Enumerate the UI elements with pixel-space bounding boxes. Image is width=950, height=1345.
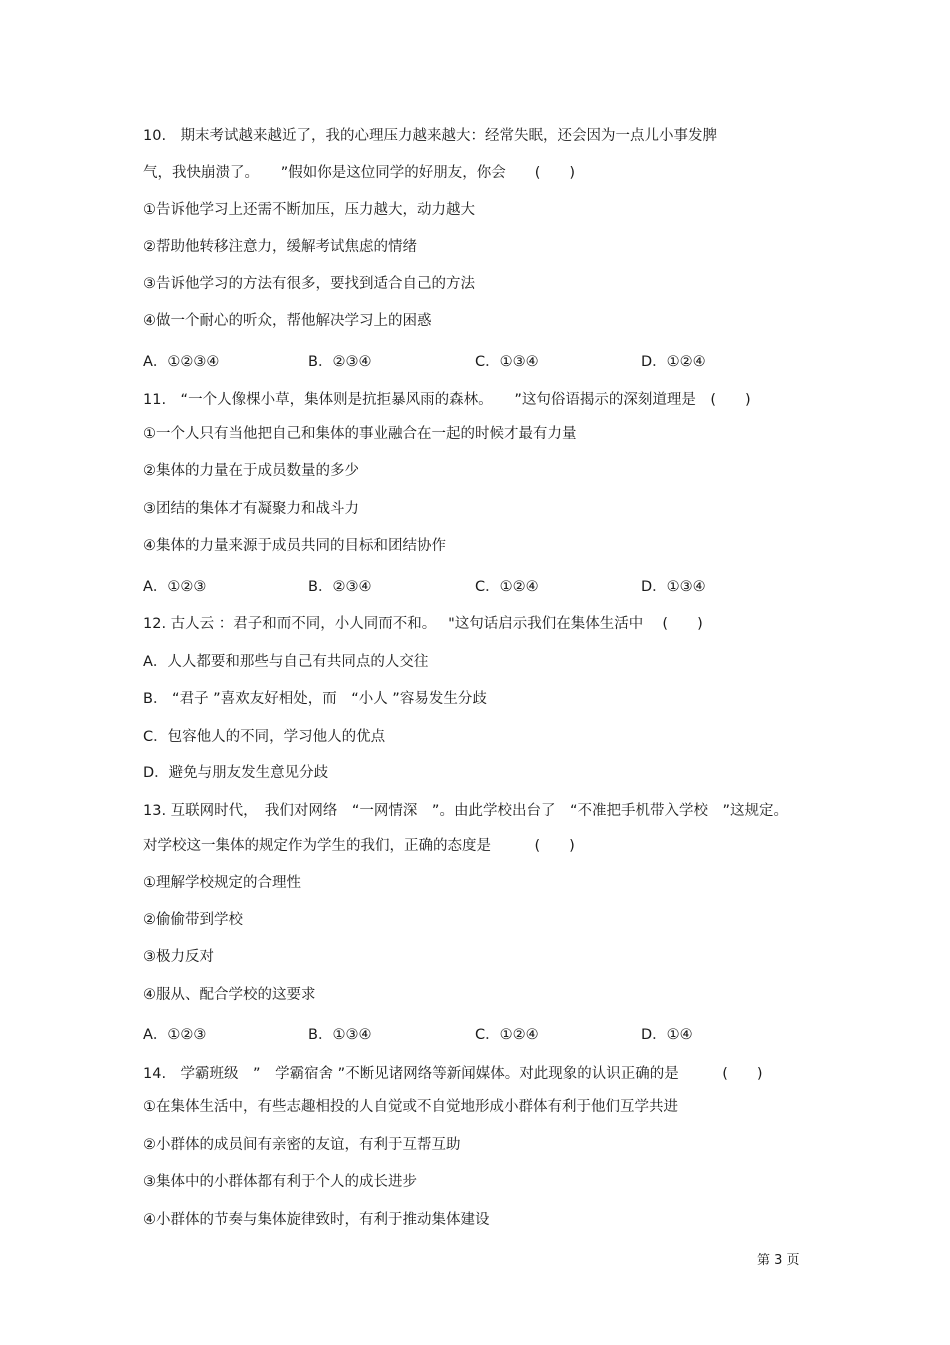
- q13-stem-line2: 对学校这一集体的规定作为学生的我们，正确的态度是 ( ): [143, 838, 575, 854]
- q11-item-4: ④集体的力量来源于成员共同的目标和团结协作: [143, 538, 446, 554]
- q14-item-2: ②小群体的成员间有亲密的友谊，有利于互帮互助: [143, 1137, 461, 1153]
- q13-option-b: B．①③④: [308, 1027, 372, 1043]
- q10-stem-line1: 10. 期末考试越来越近了，我的心理压力越来越大：经常失眠，还会因为一点儿小事发脾: [143, 128, 718, 144]
- q12-option-c: C．包容他人的不同，学习他人的优点: [143, 729, 386, 745]
- q10-item-3: ③告诉他学习的方法有很多，要找到适合自己的方法: [143, 276, 475, 292]
- q14-item-4: ④小群体的节奏与集体旋律致时，有利于推动集体建设: [143, 1212, 490, 1228]
- q11-options: [143, 577, 823, 597]
- q11-option-d: D．①③④: [641, 579, 706, 595]
- q10-item-1: ①告诉他学习上还需不断加压，压力越大，动力越大: [143, 202, 475, 218]
- q13-stem-line1: 13. 互联网时代， 我们对网络 “一网情深 ”。由此学校出台了 “不准把手机带入学校 ”这规定。: [143, 803, 788, 819]
- q13-item-4: ④服从、配合学校的这要求: [143, 987, 316, 1003]
- q12-option-a: A．人人都要和那些与自己有共同点的人交往: [143, 654, 429, 670]
- q10-option-d: D．①②④: [641, 354, 706, 370]
- q10-item-4: ④做一个耐心的听众，帮他解决学习上的困惑: [143, 313, 432, 329]
- page-number: 第 3 页: [757, 1253, 800, 1268]
- q10-options: [143, 352, 823, 372]
- q12-stem-line1: 12. 古人云 ：君子和而不同，小人同而不和。 "这句话启示我们在集体生活中 ( ): [143, 616, 703, 632]
- q13-option-a: A．①②③: [143, 1027, 207, 1043]
- q11-option-c: C．①②④: [475, 579, 539, 595]
- q11-stem-line1: 11. “一个人像棵小草，集体则是抗拒暴风雨的森林。 ”这句俗语揭示的深刻道理是 ( ): [143, 392, 751, 408]
- q12-option-b: B． “君子 ”喜欢友好相处，而 “小人 ”容易发生分歧: [143, 691, 487, 707]
- q14-item-1: ①在集体生活中，有些志趣相投的人自觉或不自觉地形成小群体有利于他们互学共进: [143, 1099, 678, 1115]
- q14-stem-line1: 14. 学霸班级 ” 学霸宿舍 ”不断见诸网络等新闻媒体。对此现象的认识正确的是 ( ): [143, 1066, 763, 1082]
- q11-item-3: ③团结的集体才有凝聚力和战斗力: [143, 501, 359, 517]
- q10-option-b: B．②③④: [308, 354, 372, 370]
- q12-option-d: D．避免与朋友发生意见分歧: [143, 765, 329, 781]
- q13-option-d: D．①④: [641, 1027, 693, 1043]
- q11-option-b: B．②③④: [308, 579, 372, 595]
- q13-option-c: C．①②④: [475, 1027, 539, 1043]
- q10-stem-line2: 气，我快崩溃了。 ”假如你是这位同学的好朋友，你会 ( ): [143, 165, 576, 181]
- q13-item-3: ③极力反对: [143, 949, 214, 965]
- q14-item-3: ③集体中的小群体都有利于个人的成长进步: [143, 1174, 417, 1190]
- q13-item-2: ②偷偷带到学校: [143, 912, 243, 928]
- q10-item-2: ②帮助他转移注意力，缓解考试焦虑的情绪: [143, 239, 417, 255]
- q10-option-a: A．①②③④: [143, 354, 220, 370]
- q11-option-a: A．①②③: [143, 579, 207, 595]
- q13-options: [143, 1025, 823, 1045]
- q13-item-1: ①理解学校规定的合理性: [143, 875, 301, 891]
- q10-option-c: C．①③④: [475, 354, 539, 370]
- q11-item-2: ②集体的力量在于成员数量的多少: [143, 463, 359, 479]
- q11-item-1: ①一个人只有当他把自己和集体的事业融合在一起的时候才最有力量: [143, 426, 577, 442]
